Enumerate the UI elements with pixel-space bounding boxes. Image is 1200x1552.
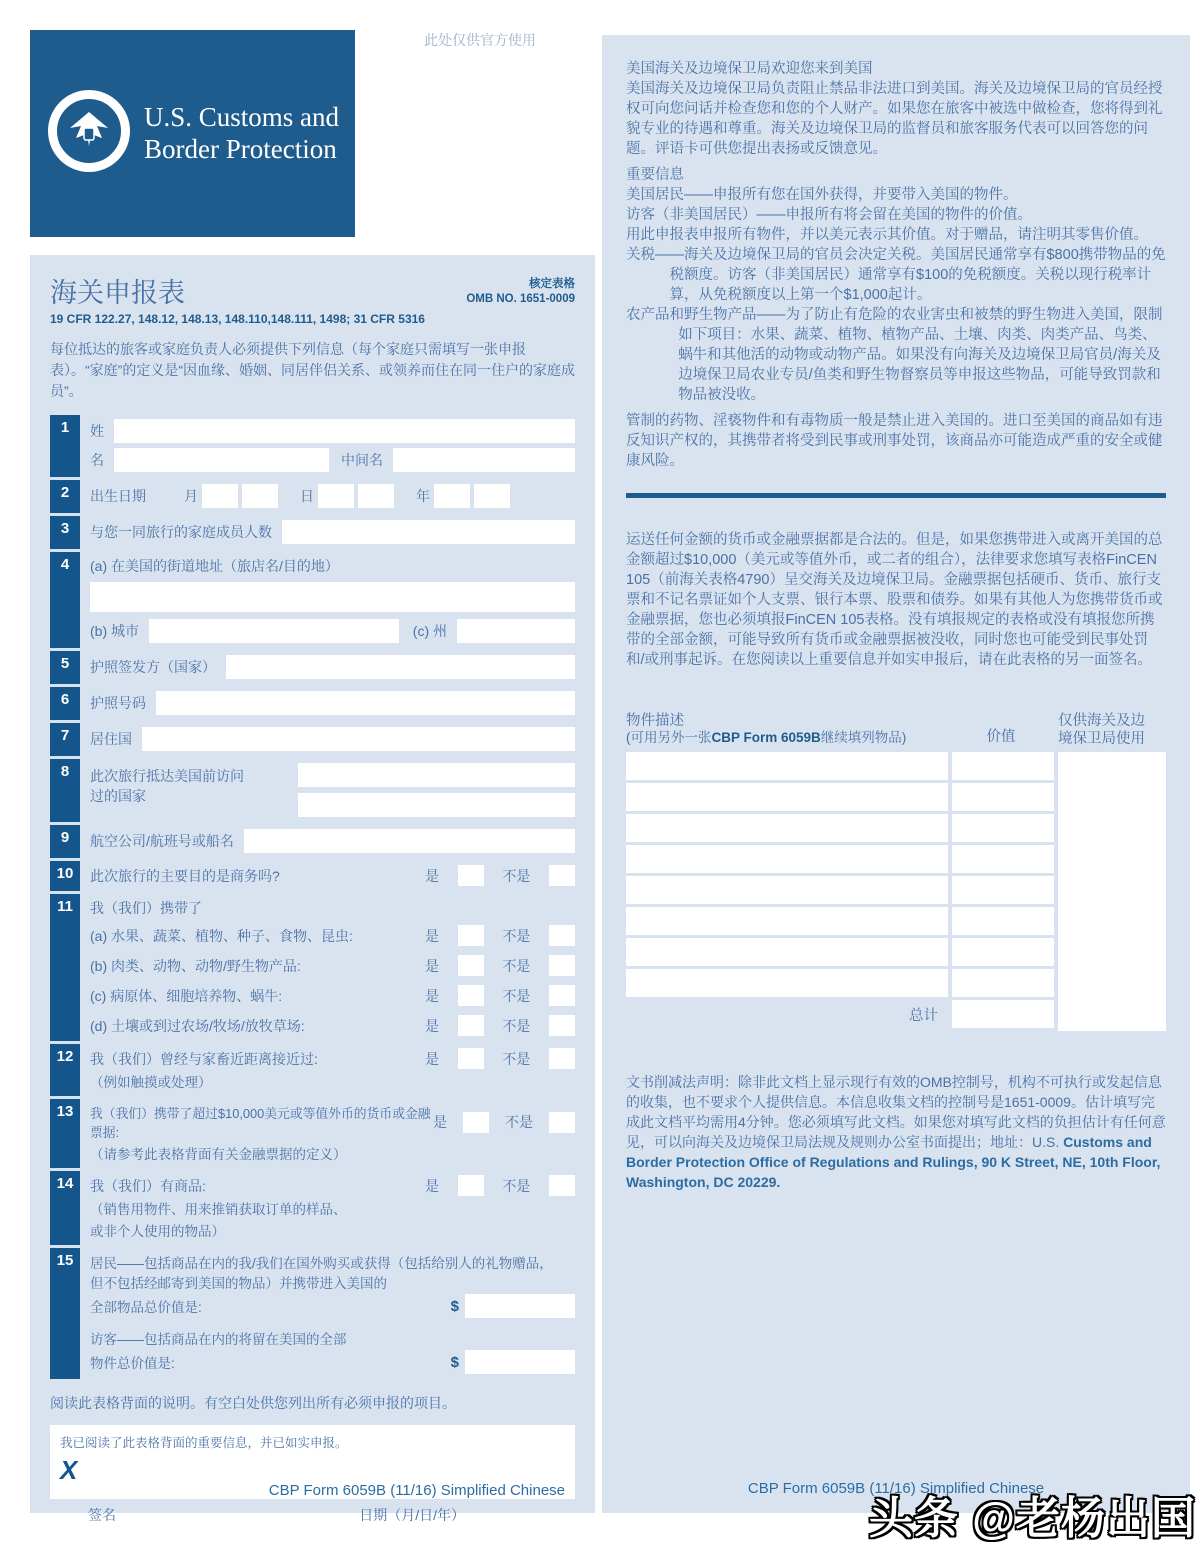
field-number: 11 [50, 894, 80, 1041]
middle-name-label: 中间名 [341, 452, 383, 468]
cbp-use-header-line2: 境保卫局使用 [1058, 731, 1145, 748]
bringing-label: 我（我们）携带了 [90, 900, 202, 916]
birth-date-label: 出生日期 [90, 488, 146, 504]
field-5-passport-issuer [50, 651, 575, 684]
important-info-title: 重要信息 [626, 167, 684, 183]
paperwork-address: Customs and Border Protection Office of Regulations and Rulings, 90 K Street, NE, 10th Floor, Washington, DC 20229. [626, 1133, 1161, 1190]
airline-flight-input[interactable] [244, 829, 575, 853]
field-3-family-members [50, 516, 575, 549]
field-6-passport-number [50, 687, 575, 720]
table-row [626, 907, 1054, 935]
goods-sub-label-line1: （销售用物件、用来推销获取订单的样品、 [90, 1202, 347, 1217]
cbp-use-area [1058, 752, 1166, 1031]
declare-all-instruction: 用此申报表申报所有物件，并以美元表示其价值。对于赠品，请注明其零售价值。 [626, 227, 1148, 243]
birth-month-input-1[interactable] [202, 484, 238, 508]
declaration-form-panel [30, 255, 595, 1523]
field-number: 8 [50, 759, 80, 822]
q11a-no-checkbox[interactable] [549, 925, 575, 946]
read-instructions-note: 阅读此表格背面的说明。有空白处供您列出所有必须申报的项目。 [50, 1395, 456, 1411]
item-value-input[interactable] [952, 969, 1054, 997]
item-description-input[interactable] [626, 969, 948, 997]
field-number: 3 [50, 516, 80, 549]
currency-question-label: 我（我们）携带了超过$10,000美元或等值外币的货币或金融票据: [90, 1106, 431, 1140]
resident-value-line3: 全部物品总价值是: [90, 1300, 202, 1315]
form-footer-left: CBP Form 6059B (11/16) Simplified Chinese [268, 1482, 565, 1499]
visitors-instruction: 访客（非美国居民）——申报所有将会留在美国的物件的价值。 [626, 207, 1032, 223]
yes-label: 是 [425, 1177, 439, 1194]
desc-sub-prefix: (可用另外一张 [626, 730, 712, 746]
field-number: 9 [50, 825, 80, 858]
desc-sub-suffix: 继续填列物品) [820, 730, 907, 746]
field-11-bringing [50, 894, 575, 1041]
q10-no-checkbox[interactable] [549, 865, 575, 886]
q14-yes-checkbox[interactable] [458, 1175, 484, 1196]
residence-country-input[interactable] [142, 727, 575, 751]
desc-sub-form-ref: CBP Form 6059B [711, 730, 821, 746]
item-value-input[interactable] [952, 845, 1054, 873]
item-value-input[interactable] [952, 907, 1054, 935]
field-12-livestock-contact [50, 1044, 575, 1096]
field-4-us-address [50, 552, 575, 648]
birth-day-input-1[interactable] [318, 484, 354, 508]
q11c-no-checkbox[interactable] [549, 985, 575, 1006]
first-name-label: 名 [90, 452, 104, 468]
family-members-input[interactable] [282, 520, 575, 544]
visitor-total-value-input[interactable] [465, 1350, 575, 1374]
table-row [626, 752, 1054, 780]
q11a-yes-checkbox[interactable] [458, 925, 484, 946]
field-number: 1 [50, 415, 80, 477]
field-number: 5 [50, 651, 80, 684]
omb-number: OMB NO. 1651-0009 [466, 292, 575, 305]
field-number: 4 [50, 552, 80, 648]
item-value-input[interactable] [952, 938, 1054, 966]
item-value-input[interactable] [952, 783, 1054, 811]
omb-block [466, 271, 575, 307]
birth-year-input-1[interactable] [434, 484, 470, 508]
first-name-input[interactable] [114, 448, 329, 472]
no-label: 不是 [502, 867, 531, 884]
table-row [626, 876, 1054, 904]
yes-label: 是 [425, 1050, 439, 1067]
field-number: 15 [50, 1248, 80, 1379]
dollar-sign: $ [450, 1353, 459, 1371]
q10-yes-checkbox[interactable] [458, 865, 484, 886]
field-number: 6 [50, 687, 80, 720]
field-number: 13 [50, 1099, 80, 1168]
field-1-name [50, 415, 575, 477]
no-label: 不是 [502, 1177, 531, 1194]
signature-x-mark: X [60, 1455, 78, 1485]
paperwork-text: 文书削减法声明：除非此文档上显示现行有效的OMB控制号，机构不可执行或发起信息的收集，也不要求个人提供信息。本信息收集文档的控制号是1651-0009。估计填写完成此文档平均需用4分钟。您必须填写此文档。如果您对填写此文档的负担估计有任何意见，可以向海关及边境保卫局法规及规则办公室书面提出；地址：U.S. [626, 1074, 1166, 1150]
items-description-header: 物件描述 [626, 713, 684, 729]
cbp-header-banner [30, 30, 355, 237]
residence-country-label: 居住国 [90, 731, 132, 747]
countries-visited-label-line2: 过的国家 [90, 788, 146, 804]
total-value-input[interactable] [952, 1000, 1054, 1028]
field-13-currency [50, 1099, 575, 1168]
day-label: 日 [300, 488, 314, 504]
agency-title-line2: Border Protection [144, 133, 337, 164]
item-description-input[interactable] [626, 752, 948, 780]
livestock-sub-label: （例如触摸或处理） [90, 1075, 212, 1090]
table-total-row [626, 1000, 1054, 1028]
table-row [626, 783, 1054, 811]
business-purpose-label: 此次旅行的主要目的是商务吗? [90, 867, 280, 884]
birth-day-input-2[interactable] [358, 484, 394, 508]
passport-issuer-input[interactable] [226, 655, 575, 679]
livestock-label: 我（我们）曾经与家畜近距离接近过: [90, 1050, 318, 1067]
countries-visited-label-line1: 此次旅行抵达美国前访问 [90, 768, 244, 784]
field-7-residence-country [50, 723, 575, 756]
no-label: 不是 [502, 987, 531, 1004]
information-panel [602, 35, 1190, 1513]
q12-yes-checkbox[interactable] [458, 1048, 484, 1069]
passport-number-input[interactable] [156, 691, 575, 715]
passport-number-label: 护照号码 [90, 695, 146, 711]
section-divider [626, 493, 1166, 498]
q11b-yes-checkbox[interactable] [458, 955, 484, 976]
currency-paragraph: 运送任何金额的货币或金融票据都是合法的。但是，如果您携带进入或离开美国的总金额超过$10,000（美元或等值外币，或二者的组合），法律要求您填写表格FinCEN 105（前海关表格4790）呈交海关及边境保卫局。金融票据包括硬币、货币、旅行支票和不记名票证如个人支票、银行本票、股票和债券。如果有其他人为您携带货币或金融票据，您也必须填报FinCEN 105表格。没有填报规定的表格或没有填报您所携带的全部金额，可能导致所有货币或金融票据被没收，同时您也可能受到民事处罚和/或刑事起诉。在您阅读以上重要信息并如实申报后，请在此表格的另一面签名。 [626, 532, 1163, 668]
yes-label: 是 [425, 987, 439, 1004]
no-label: 不是 [502, 957, 531, 974]
q14-no-checkbox[interactable] [549, 1175, 575, 1196]
airline-flight-label: 航空公司/航班号或船名 [90, 833, 234, 849]
item-value-input[interactable] [952, 814, 1054, 842]
item-value-input[interactable] [952, 752, 1054, 780]
cbp-use-header-line1: 仅供海关及边 [1058, 713, 1145, 729]
form-footer-right: CBP Form 6059B (11/16) Simplified Chinese [747, 1480, 1045, 1497]
countries-visited-input-2[interactable] [298, 793, 575, 817]
form-title: 海关申报表 [50, 278, 185, 308]
last-name-input[interactable] [114, 419, 575, 443]
cbp-use-column-header [1054, 712, 1166, 748]
duty-paragraph: 关税——海关及边境保卫局的官员会决定关税。美国居民通常享有$800携带物品的免税额度。访客（非美国居民）通常享有$100的免税额度。关税以现行税率计算，从免税额度以上第一个$1,000起计。 [626, 247, 1166, 303]
signature-statement: 我已阅读了此表格背面的重要信息，并已如实申报。 [60, 1436, 348, 1450]
yes-label: 是 [425, 1017, 439, 1034]
welcome-body: 美国海关及边境保卫局负责阻止禁品非法进口到美国。海关及边境保卫局的官员经授权可向您问话并检查您和您的个人财产。如果您在旅客中被选中做检查，您将得到礼貌专业的待遇和尊重。海关及边境保卫局的监督员和旅客服务代表可以回答您的问题。评语卡可供您提出表扬或反馈意见。 [626, 81, 1163, 157]
city-label: (b) 城市 [90, 623, 139, 639]
value-column-header: 价值 [986, 729, 1016, 746]
controlled-substances-paragraph: 管制的药物、淫亵物件和有毒物质一般是禁止进入美国的。进口至美国的商品如有违反知识产权的，其携带者将受到民事或刑事处罚，该商品亦可能造成严重的安全或健康风险。 [626, 413, 1163, 469]
state-input[interactable] [457, 619, 575, 643]
item-description-input[interactable] [626, 907, 948, 935]
table-row [626, 814, 1054, 842]
middle-name-input[interactable] [393, 448, 575, 472]
no-label: 不是 [502, 1050, 531, 1067]
welcome-title: 美国海关及边境保卫局欢迎您来到美国 [626, 61, 873, 77]
paperwork-reduction-statement [626, 1073, 1166, 1192]
table-row [626, 938, 1054, 966]
q12-no-checkbox[interactable] [549, 1048, 575, 1069]
item-description-input[interactable] [626, 783, 948, 811]
yes-label: 是 [425, 867, 439, 884]
countries-visited-input-1[interactable] [298, 763, 575, 787]
bringing-item-d-label: (d) 土壤或到过农场/牧场/放牧草场: [90, 1017, 305, 1034]
field-9-airline-flight [50, 825, 575, 858]
bringing-item-c-label: (c) 病原体、细胞培养物、蜗牛: [90, 987, 283, 1004]
form-intro: 每位抵达的旅客或家庭负责人必须提供下列信息（每个家庭只需填写一张申报表）。“家庭”的定义是“因血缘、婚姻、同居伴侣关系、或领养而住在同一住户的家庭成员”。 [50, 341, 575, 399]
yes-label: 是 [433, 1114, 447, 1130]
state-label: (c) 州 [412, 623, 447, 639]
date-label: 日期（月/日/年） [359, 1507, 465, 1523]
q11b-no-checkbox[interactable] [549, 955, 575, 976]
form-fields [50, 415, 575, 1379]
item-description-input[interactable] [626, 938, 948, 966]
watermark-text: 头条 @老杨出国 [868, 1494, 1196, 1543]
year-label: 年 [416, 488, 430, 504]
agency-title [144, 102, 339, 164]
item-description-input[interactable] [626, 814, 948, 842]
street-address-label: (a) 在美国的街道地址（旅店名/目的地） [90, 558, 339, 574]
field-number: 12 [50, 1044, 80, 1096]
field-8-countries-visited [50, 759, 575, 822]
cfr-citation: 19 CFR 122.27, 148.12, 148.13, 148.110,148.111, 1498; 31 CFR 5316 [50, 312, 425, 326]
q11c-yes-checkbox[interactable] [458, 985, 484, 1006]
no-label: 不是 [502, 927, 531, 944]
dhs-seal-icon [46, 88, 132, 179]
resident-total-value-input[interactable] [465, 1294, 575, 1318]
no-label: 不是 [502, 1017, 531, 1034]
birth-year-input-2[interactable] [474, 484, 510, 508]
q13-no-checkbox[interactable] [549, 1112, 575, 1133]
field-2-birth-date [50, 480, 575, 513]
official-use-note: 此处仅供官方使用 [424, 32, 536, 48]
goods-label: 我（我们）有商品: [90, 1177, 206, 1194]
goods-sub-label-line2: 或非个人使用的物品） [90, 1224, 225, 1239]
passport-issuer-label: 护照签发方（国家） [90, 659, 216, 675]
q13-yes-checkbox[interactable] [463, 1112, 489, 1133]
birth-month-input-2[interactable] [242, 484, 278, 508]
items-declaration-table [626, 712, 1166, 1031]
resident-value-line2: 但不包括经邮寄到美国的物品）并携带进入美国的 [90, 1276, 387, 1291]
item-value-input[interactable] [952, 876, 1054, 904]
field-10-business-purpose [50, 861, 575, 891]
family-members-label: 与您一同旅行的家庭成员人数 [90, 524, 272, 540]
item-description-input[interactable] [626, 845, 948, 873]
currency-sub-label: （请参考此表格背面有关金融票据的定义） [90, 1147, 347, 1162]
agency-title-line1: U.S. Customs and [144, 102, 340, 133]
field-15-total-value [50, 1248, 575, 1379]
field-number: 14 [50, 1171, 80, 1245]
field-number: 2 [50, 480, 80, 513]
visitor-value-line1: 访客——包括商品在内的将留在美国的全部 [90, 1332, 347, 1347]
bringing-item-a-label: (a) 水果、蔬菜、植物、种子、食物、昆虫: [90, 927, 353, 944]
residents-instruction: 美国居民——申报所有您在国外获得，并要带入美国的物件。 [626, 187, 1018, 203]
yes-label: 是 [425, 927, 439, 944]
city-input[interactable] [149, 619, 399, 643]
items-description-subheader [626, 730, 948, 747]
approved-form-label: 核定表格 [529, 278, 575, 290]
yes-label: 是 [425, 957, 439, 974]
q11d-yes-checkbox[interactable] [458, 1015, 484, 1036]
field-number: 10 [50, 861, 80, 891]
signature-label: 签名 [88, 1507, 116, 1523]
item-description-input[interactable] [626, 876, 948, 904]
month-label: 月 [184, 488, 198, 504]
q11d-no-checkbox[interactable] [549, 1015, 575, 1036]
last-name-label: 姓 [90, 423, 104, 439]
agriculture-paragraph: 农产品和野生物产品——为了防止有危险的农业害虫和被禁的野生物进入美国，限制如下项目：水果、蔬菜、植物、植物产品、土壤、肉类、肉类产品、鸟类、蜗牛和其他活的动物或动物产品。如果没有向海关及边境保卫局官员/海关及边境保卫局农业专员/鱼类和野生物督察员等申报这些物品，可能导致罚款和物品被没收。 [626, 307, 1163, 403]
no-label: 不是 [505, 1114, 533, 1130]
visitor-value-line2: 物件总价值是: [90, 1356, 175, 1371]
total-label: 总计 [909, 1007, 938, 1024]
bringing-item-b-label: (b) 肉类、动物、动物/野生物产品: [90, 957, 301, 974]
dollar-sign: $ [450, 1297, 459, 1315]
field-number: 7 [50, 723, 80, 756]
street-address-input[interactable] [90, 582, 575, 612]
field-14-commercial-goods [50, 1171, 575, 1245]
table-row [626, 969, 1054, 997]
resident-value-line1: 居民——包括商品在内的我/我们在国外购买或获得（包括给别人的礼物赠品， [90, 1256, 553, 1271]
table-row [626, 845, 1054, 873]
